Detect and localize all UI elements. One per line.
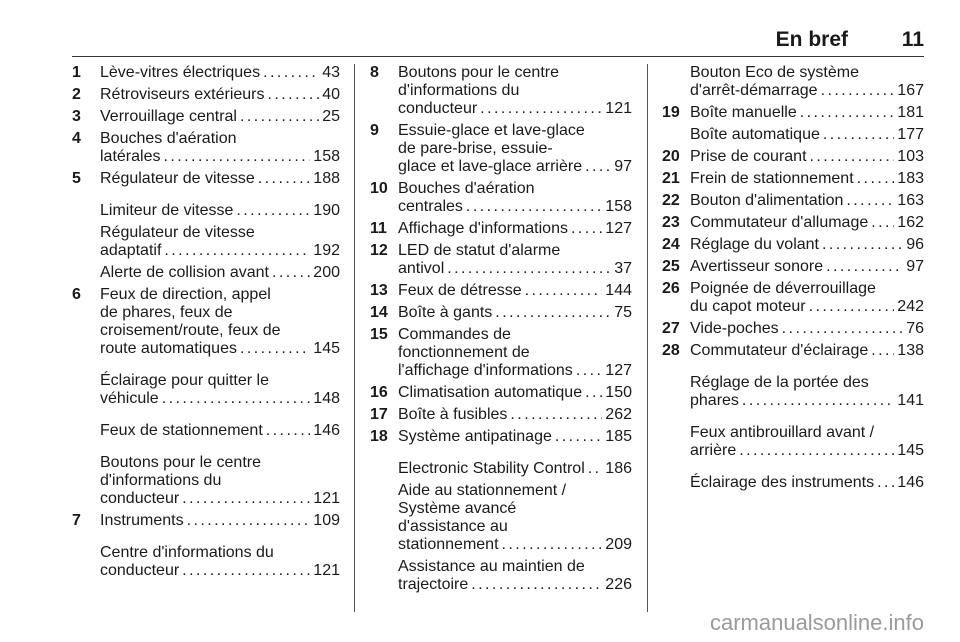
entry-text: Climatisation automatique: [398, 384, 583, 401]
index-entry: [662, 374, 924, 410]
entry-page-link[interactable]: 148: [313, 390, 340, 407]
leader-dots: [266, 422, 311, 440]
entry-number: 23: [662, 214, 680, 231]
entry-page-link[interactable]: 138: [897, 342, 924, 359]
index-entry: [662, 104, 924, 122]
entry-page-link[interactable]: 150: [605, 384, 632, 401]
entry-text: Feux antibrouillard avant /: [690, 424, 875, 441]
entry-text: antivol: [398, 260, 445, 277]
entry-page-link[interactable]: 177: [897, 126, 924, 143]
entry-page-link[interactable]: 141: [897, 392, 924, 409]
entry-line: [398, 536, 632, 554]
entry-page-link[interactable]: 190: [313, 202, 340, 219]
leader-dots: [585, 158, 611, 176]
leader-dots: [588, 460, 603, 478]
entry-line: [398, 384, 632, 402]
entry-page-link[interactable]: 262: [605, 406, 632, 423]
entry-number: 5: [72, 170, 81, 187]
index-entry: [662, 214, 924, 232]
leader-dots: [258, 170, 311, 188]
entry-number: 14: [370, 304, 388, 321]
entry-text: Boutons pour le centre: [100, 454, 261, 471]
entry-text: Rétroviseurs extérieurs: [100, 86, 265, 103]
entry-text: Electronic Stability Control: [398, 460, 585, 477]
entry-number: 8: [370, 64, 379, 81]
entry-number: 26: [662, 280, 680, 297]
index-entry: [370, 428, 632, 446]
index-column-3: [662, 64, 924, 496]
entry-number: 7: [72, 512, 81, 529]
entry-text: l'affichage d'informations: [398, 362, 573, 379]
entry-page-link[interactable]: 242: [897, 298, 924, 315]
entry-number: 3: [72, 108, 81, 125]
entry-page-link[interactable]: 145: [313, 340, 340, 357]
entry-line: [690, 126, 924, 144]
entry-number: 22: [662, 192, 680, 209]
index-entry: [370, 482, 632, 554]
entry-text: stationnement: [398, 536, 499, 553]
entry-line: [398, 282, 632, 300]
entry-text: d'assistance au: [398, 518, 508, 535]
leader-dots: [525, 282, 603, 300]
entry-text: Bouches d'aération: [100, 130, 237, 147]
entry-line: [100, 512, 340, 530]
entry-page-link[interactable]: 121: [313, 490, 340, 507]
entry-page-link[interactable]: 144: [605, 282, 632, 299]
entry-text: Frein de stationnement: [690, 170, 854, 187]
entry-page-link[interactable]: 185: [605, 428, 632, 445]
entry-line: [100, 422, 340, 440]
entry-line: [100, 490, 340, 508]
entry-text: Commandes de: [398, 326, 511, 343]
entry-line: [690, 170, 924, 188]
entry-number: 1: [72, 64, 81, 81]
entry-page-link[interactable]: 200: [313, 264, 340, 281]
entry-text: Limiteur de vitesse: [100, 202, 234, 219]
index-entry: [662, 258, 924, 276]
index-entry: [72, 64, 340, 82]
leader-dots: [871, 342, 894, 360]
entry-text: Régulateur de vitesse: [100, 170, 255, 187]
leader-dots: [821, 82, 895, 100]
entry-line: [690, 82, 924, 100]
entry-text: Vide-poches: [690, 320, 779, 337]
entry-line: [690, 342, 924, 360]
entry-text: Bouton Eco de système: [690, 64, 859, 81]
entry-text: d'informations du: [100, 472, 222, 489]
leader-dots: [742, 392, 894, 410]
entry-line: [100, 264, 340, 282]
entry-page-link[interactable]: 146: [313, 422, 340, 439]
entry-number: 16: [370, 384, 388, 401]
entry-page-link[interactable]: 37: [614, 260, 632, 277]
index-entry: [72, 108, 340, 126]
entry-text: croisement/route, feux de: [100, 322, 281, 339]
index-entry: [72, 224, 340, 260]
entry-text: Boîte automatique: [690, 126, 820, 143]
leader-dots: [240, 108, 319, 126]
index-entry: [662, 64, 924, 100]
entry-number: 13: [370, 282, 388, 299]
leader-dots: [782, 320, 904, 338]
entry-line: [690, 320, 924, 338]
index-entry: [72, 170, 340, 188]
page-number: 11: [901, 28, 924, 51]
entry-line: [398, 406, 632, 424]
index-entry: [662, 474, 924, 492]
entry-page-link[interactable]: 121: [313, 562, 340, 579]
entry-line: [398, 220, 632, 238]
entry-page-link[interactable]: 43: [322, 64, 340, 81]
entry-text: Bouches d'aération: [398, 180, 535, 197]
entry-text: adaptatif: [100, 242, 162, 259]
index-entry: [72, 86, 340, 104]
page-header: [44, 28, 924, 52]
entry-line: [100, 340, 340, 358]
entry-page-link[interactable]: 209: [605, 536, 632, 553]
leader-dots: [447, 260, 611, 278]
index-entry: [370, 242, 632, 278]
entry-page-link[interactable]: 40: [322, 86, 340, 103]
index-entry: [72, 512, 340, 530]
leader-dots: [810, 148, 895, 166]
entry-page-link[interactable]: 127: [605, 362, 632, 379]
entry-text: glace et lave-glace arrière: [398, 158, 583, 175]
entry-page-link[interactable]: 146: [897, 474, 924, 491]
entry-text: Commutateur d'éclairage: [690, 342, 869, 359]
entry-line: [690, 298, 924, 316]
index-entry: [72, 130, 340, 166]
leader-dots: [739, 442, 894, 460]
leader-dots: [555, 428, 602, 446]
entry-number: 6: [72, 286, 81, 303]
entry-text: latérales: [100, 148, 161, 165]
entry-text: Feux de direction, appel: [100, 286, 271, 303]
entry-line: [100, 108, 340, 126]
entry-page-link[interactable]: 163: [897, 192, 924, 209]
index-entry: [72, 202, 340, 220]
entry-text: Essuie-glace et lave-glace: [398, 122, 585, 139]
column-divider: [647, 64, 648, 612]
index-entry: [72, 264, 340, 282]
entry-text: trajectoire: [398, 576, 469, 593]
entry-text: LED de statut d'alarme: [398, 242, 561, 259]
entry-line: [690, 474, 924, 492]
entry-number: 19: [662, 104, 680, 121]
entry-line: [100, 562, 340, 580]
entry-page-link[interactable]: 75: [614, 304, 632, 321]
entry-page-link[interactable]: 158: [605, 198, 632, 215]
column-divider: [354, 64, 355, 612]
index-entry: [662, 170, 924, 188]
leader-dots: [164, 242, 310, 260]
entry-line: [690, 192, 924, 210]
entry-number: 17: [370, 406, 388, 423]
entry-page-link[interactable]: 183: [897, 170, 924, 187]
entry-number: 18: [370, 428, 388, 445]
entry-text: arrière: [690, 442, 737, 459]
section-title: En bref: [775, 28, 848, 51]
entry-text: Poignée de déverrouillage: [690, 280, 876, 297]
entry-text: centrales: [398, 198, 463, 215]
leader-dots: [846, 192, 894, 210]
leader-dots: [240, 340, 310, 358]
entry-page-link[interactable]: 158: [313, 148, 340, 165]
index-entry: [72, 286, 340, 358]
index-entry: [662, 320, 924, 338]
leader-dots: [510, 406, 602, 424]
entry-line: [398, 576, 632, 594]
entry-line: [398, 100, 632, 118]
entry-line: [100, 242, 340, 260]
entry-text: Système avancé: [398, 500, 517, 517]
leader-dots: [857, 170, 895, 188]
index-entry: [72, 454, 340, 508]
entry-line: [100, 86, 340, 104]
leader-dots: [495, 304, 611, 322]
leader-dots: [823, 126, 894, 144]
entry-text: phares: [690, 392, 739, 409]
index-entry: [72, 422, 340, 440]
entry-text: de pare-brise, essuie-: [398, 140, 553, 157]
entry-page-link[interactable]: 121: [605, 100, 632, 117]
entry-text: d'arrêt-démarrage: [690, 82, 818, 99]
index-entry: [370, 460, 632, 478]
watermark: carmanualsonline.info: [709, 610, 924, 635]
entry-line: [398, 198, 632, 216]
entry-text: Assistance au maintien de: [398, 558, 585, 575]
entry-text: Boîte à gants: [398, 304, 493, 321]
entry-page-link[interactable]: 97: [614, 158, 632, 175]
index-entry: [370, 64, 632, 118]
entry-text: d'informations du: [398, 82, 520, 99]
entry-line: [690, 236, 924, 254]
entry-number: 20: [662, 148, 680, 165]
entry-page-link[interactable]: 25: [322, 108, 340, 125]
leader-dots: [502, 536, 603, 554]
leader-dots: [571, 220, 602, 238]
entry-number: 12: [370, 242, 388, 259]
leader-dots: [480, 100, 602, 118]
entry-number: 28: [662, 342, 680, 359]
entry-page-link[interactable]: 127: [605, 220, 632, 237]
entry-page-link[interactable]: 226: [605, 576, 632, 593]
entry-text: Affichage d'informations: [398, 220, 568, 237]
entry-number: 4: [72, 130, 81, 147]
entry-line: [398, 428, 632, 446]
leader-dots: [585, 384, 602, 402]
entry-text: route automatiques: [100, 340, 237, 357]
index-entry: [662, 236, 924, 254]
entry-text: Éclairage pour quitter le: [100, 372, 269, 389]
leader-dots: [182, 490, 310, 508]
entry-line: [100, 390, 340, 408]
entry-text: Avertisseur sonore: [690, 258, 824, 275]
entry-number: 25: [662, 258, 680, 275]
entry-number: 24: [662, 236, 680, 253]
leader-dots: [263, 64, 319, 82]
index-entry: [72, 544, 340, 580]
index-entry: [662, 342, 924, 360]
entry-page-link[interactable]: 186: [605, 460, 632, 477]
entry-text: Boîte à fusibles: [398, 406, 508, 423]
entry-page-link[interactable]: 192: [313, 242, 340, 259]
entry-line: [100, 170, 340, 188]
index-entry: [662, 424, 924, 460]
entry-number: 27: [662, 320, 680, 337]
entry-line: [690, 258, 924, 276]
entry-page-link[interactable]: 109: [313, 512, 340, 529]
entry-text: Commutateur d'allumage: [690, 214, 869, 231]
entry-line: [690, 392, 924, 410]
leader-dots: [822, 236, 903, 254]
index-entry: [662, 126, 924, 144]
entry-page-link[interactable]: 167: [897, 82, 924, 99]
index-entry: [370, 406, 632, 424]
entry-text: Verrouillage central: [100, 108, 237, 125]
index-entry: [72, 372, 340, 408]
leader-dots: [272, 264, 310, 282]
entry-text: Instruments: [100, 512, 184, 529]
entry-text: Prise de courant: [690, 148, 807, 165]
entry-line: [690, 442, 924, 460]
entry-text: conducteur: [100, 562, 180, 579]
leader-dots: [466, 198, 602, 216]
entry-line: [100, 148, 340, 166]
entry-line: [100, 64, 340, 82]
index-entry: [662, 148, 924, 166]
entry-number: 21: [662, 170, 680, 187]
leader-dots: [268, 86, 320, 104]
entry-line: [690, 148, 924, 166]
leader-dots: [162, 390, 311, 408]
entry-line: [398, 362, 632, 380]
index-entry: [370, 304, 632, 322]
entry-line: [398, 260, 632, 278]
leader-dots: [871, 214, 894, 232]
entry-text: Système antipatinage: [398, 428, 552, 445]
entry-text: Réglage du volant: [690, 236, 819, 253]
entry-number: 2: [72, 86, 81, 103]
entry-text: Centre d'informations du: [100, 544, 274, 561]
entry-text: conducteur: [100, 490, 180, 507]
entry-text: Aide au stationnement /: [398, 482, 567, 499]
entry-line: [398, 460, 632, 478]
entry-page-link[interactable]: 76: [906, 320, 924, 337]
entry-text: Éclairage des instruments: [690, 474, 875, 491]
entry-text: de phares, feux de: [100, 304, 233, 321]
leader-dots: [877, 474, 894, 492]
entry-line: [690, 214, 924, 232]
leader-dots: [163, 148, 310, 166]
entry-line: [690, 104, 924, 122]
entry-page-link[interactable]: 96: [906, 236, 924, 253]
entry-page-link[interactable]: 97: [906, 258, 924, 275]
leader-dots: [576, 362, 602, 380]
index-column-2: [370, 64, 632, 598]
leader-dots: [236, 202, 310, 220]
entry-number: 9: [370, 122, 379, 139]
leader-dots: [809, 298, 895, 316]
leader-dots: [800, 104, 895, 122]
entry-page-link[interactable]: 103: [897, 148, 924, 165]
index-entry: [662, 280, 924, 316]
index-entry: [370, 282, 632, 300]
entry-text: Feux de stationnement: [100, 422, 263, 439]
entry-number: 15: [370, 326, 388, 343]
entry-page-link[interactable]: 181: [897, 104, 924, 121]
index-column-1: [72, 64, 340, 584]
leader-dots: [187, 512, 311, 530]
entry-text: Boutons pour le centre: [398, 64, 559, 81]
entry-page-link[interactable]: 162: [897, 214, 924, 231]
entry-number: 11: [370, 220, 387, 237]
index-entry: [370, 326, 632, 380]
entry-text: véhicule: [100, 390, 159, 407]
entry-text: conducteur: [398, 100, 478, 117]
index-entry: [370, 122, 632, 176]
entry-number: 10: [370, 180, 388, 197]
entry-text: Régulateur de vitesse: [100, 224, 255, 241]
leader-dots: [182, 562, 310, 580]
entry-text: Boîte manuelle: [690, 104, 797, 121]
index-entry: [370, 384, 632, 402]
index-entry: [370, 558, 632, 594]
index-entry: [370, 180, 632, 216]
entry-line: [398, 158, 632, 176]
entry-text: fonctionnement de: [398, 344, 530, 361]
entry-line: [100, 202, 340, 220]
entry-line: [398, 304, 632, 322]
leader-dots: [471, 576, 602, 594]
entry-text: Bouton d'alimentation: [690, 192, 844, 209]
index-entry: [370, 220, 632, 238]
entry-text: du capot moteur: [690, 298, 806, 315]
entry-text: Feux de détresse: [398, 282, 522, 299]
leader-dots: [826, 258, 903, 276]
entry-text: Lève-vitres électriques: [100, 64, 261, 81]
entry-text: Alerte de collision avant: [100, 264, 269, 281]
header-rule: [72, 56, 924, 57]
entry-text: Réglage de la portée des: [690, 374, 869, 391]
entry-page-link[interactable]: 145: [897, 442, 924, 459]
index-entry: [662, 192, 924, 210]
entry-page-link[interactable]: 188: [313, 170, 340, 187]
